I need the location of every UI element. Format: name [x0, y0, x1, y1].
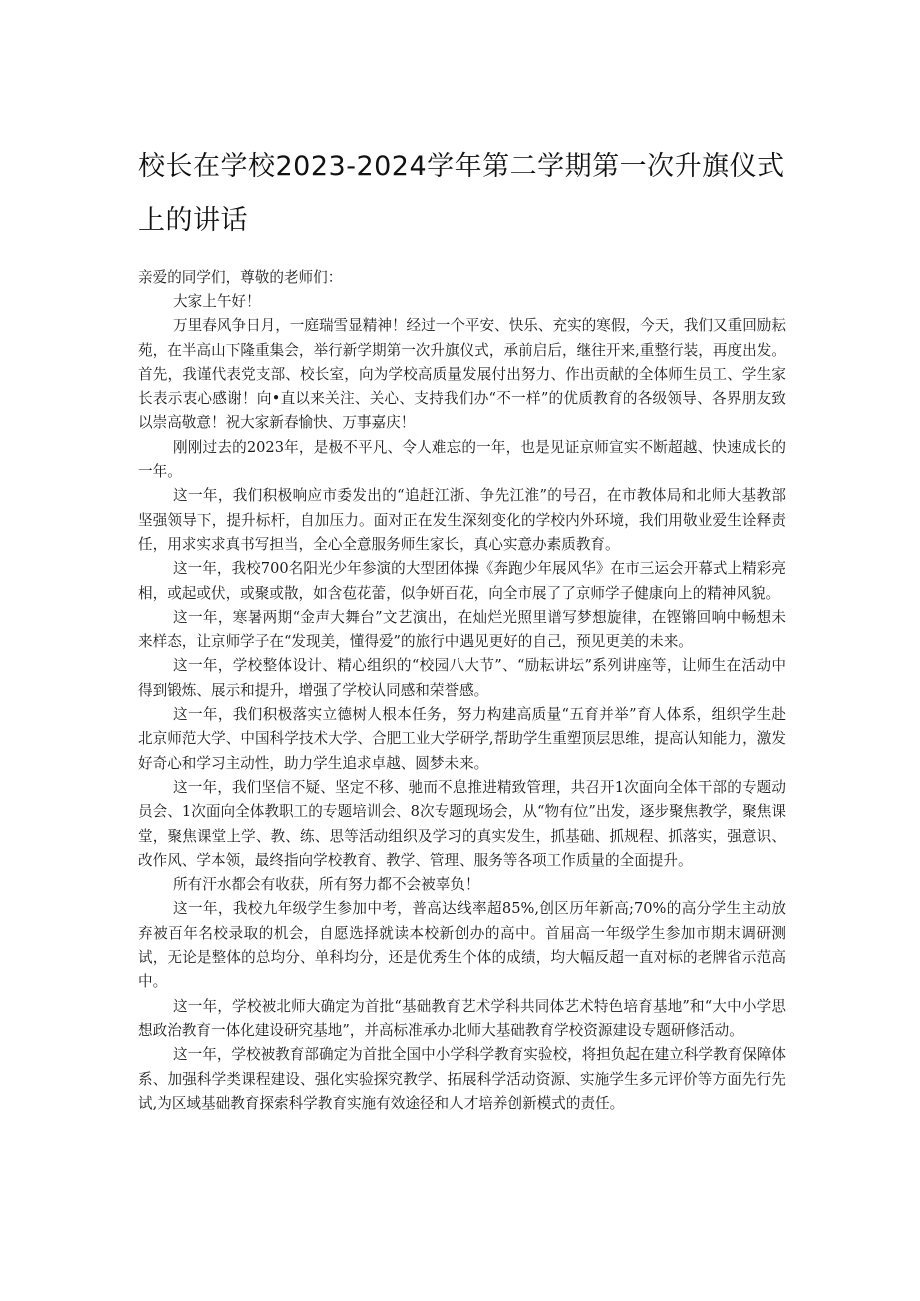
paragraph-greeting: 大家上午好！: [173, 293, 261, 310]
paragraph-call-response: 这一年，我们积极响应市委发出的“追赶江浙、争先江淮”的号召，在市教体局和北师大基教部坚强领导下，提升标杆，自加压力。面对正在发生深刻变化的学校内外环境，我们用敬业爱生诠释责任，用求实求真书写担当，全心全意服务师生家长，真心实意办素质教育。: [138, 487, 786, 553]
paragraph-bnu-base: 这一年，学校被北师大确定为首批“基础教育艺术学科共同体艺术特色培育基地”和“大中小学思想政治教育一体化建设研究基地”，并高标准承办北师大基础教育学校资源建设专题研修活动。: [138, 997, 786, 1039]
paragraph-exam-results: 这一年，我校九年级学生参加中考，普高达线率超85%,创区历年新高;70%的高分学生主动放弃被百年名校录取的机会，自愿选择就读本校新创办的高中。首届高一年级学生参加市期末调研测试，无论是整体的总均分、单科均分，还是优秀生个体的成绩，均大幅反超一直对标的老牌省示范高中。: [138, 900, 786, 991]
paragraph-education-system: 这一年，我们积极落实立德树人根本任务，努力构建高质量“五育并举”育人体系，组织学生赴北京师范大学、中国科学技术大学、合肥工业大学研学,帮助学生重塑顶层思维，提高认知能力，激发好奇心和学习主动性，助力学生追求卓越、圆梦未来。: [138, 706, 786, 772]
paragraph-stage-performance: 这一年，寒暑两期“金声大舞台”文艺演出，在灿烂光照里谱写梦想旋律，在铿锵回响中畅想未来样态，让京师学子在“发现美，懂得爱”的旅行中遇见更好的自己，预见更美的未来。: [138, 608, 786, 651]
paragraph-gymnastics: 这一年，我校700名阳光少年参演的大型团体操《奔跑少年展风华》在市三运会开幕式上精彩亮相，或起或伏，或聚或散，如含苞花蕾，似争妍百花，向全市展了了京师学子健康向上的精神风貌。: [138, 560, 786, 602]
document-title: 校长在学校2023-2024学年第二学期第一次升旗仪式上的讲话: [138, 151, 785, 236]
paragraph-management: 这一年，我们坚信不疑、坚定不移、驰而不息推进精致管理，共召开1次面向全体干部的专题动员会、1次面向全体教职工的专题培训会、8次专题现场会，从“物有位”出发，逐步聚焦教学，聚焦课堂，聚焦课堂上学、教、练、思等活动组织及学习的真实发生，抓基础、抓规程、抓落实，强意识、改作风、学本领，最终指向学校教育、教学、管理、服务等各项工作质量的全面提升。: [138, 778, 786, 869]
paragraph-campus-festivals: 这一年，学校整体设计、精心组织的“校园八大节”、“励耘讲坛”系列讲座等，让师生在活动中得到锻炼、展示和提升，增强了学校认同感和荣誉感。: [138, 657, 786, 699]
paragraph-opening: 万里春风争日月，一庭瑞雪显精神！经过一个平安、快乐、充实的寒假，今天，我们又重回励耘苑，在半高山下隆重集会，举行新学期第一次升旗仪式，承前启后，继往开来,重整行装，再度出发。首先，我谨代表党支部、校长室，向为学校高质量发展付出努力、作出贡献的全体师生员工、学生家长表示衷心感谢！向•直以来关注、关心、支持我们办“不一样”的优质教育的各级领导、各界朋友致以崇高敬意！祝大家新春愉快、万事嘉庆！: [138, 317, 786, 432]
paragraph-rewards: 所有汗水都会有收获，所有努力都不会被辜负！: [173, 876, 480, 894]
salutation: 亲爱的同学们，尊敬的老师们：: [138, 269, 343, 286]
document-page: [138, 140, 786, 1116]
paragraph-2023-review: 刚刚过去的2023年，是极不平凡、令人难忘的一年，也是见证京师宣实不断超越、快速成长的一年。: [138, 438, 786, 481]
paragraph-science-school: 这一年，学校被教育部确定为首批全国中小学科学教育实验校，将担负起在建立科学教育保障体系、加强科学类课程建设、强化实验探究教学、拓展科学活动资源、实施学生多元评价等方面先行先试,为区域基础教育探索科学教育实施有效途径和人才培养创新模式的责任。: [138, 1046, 786, 1112]
